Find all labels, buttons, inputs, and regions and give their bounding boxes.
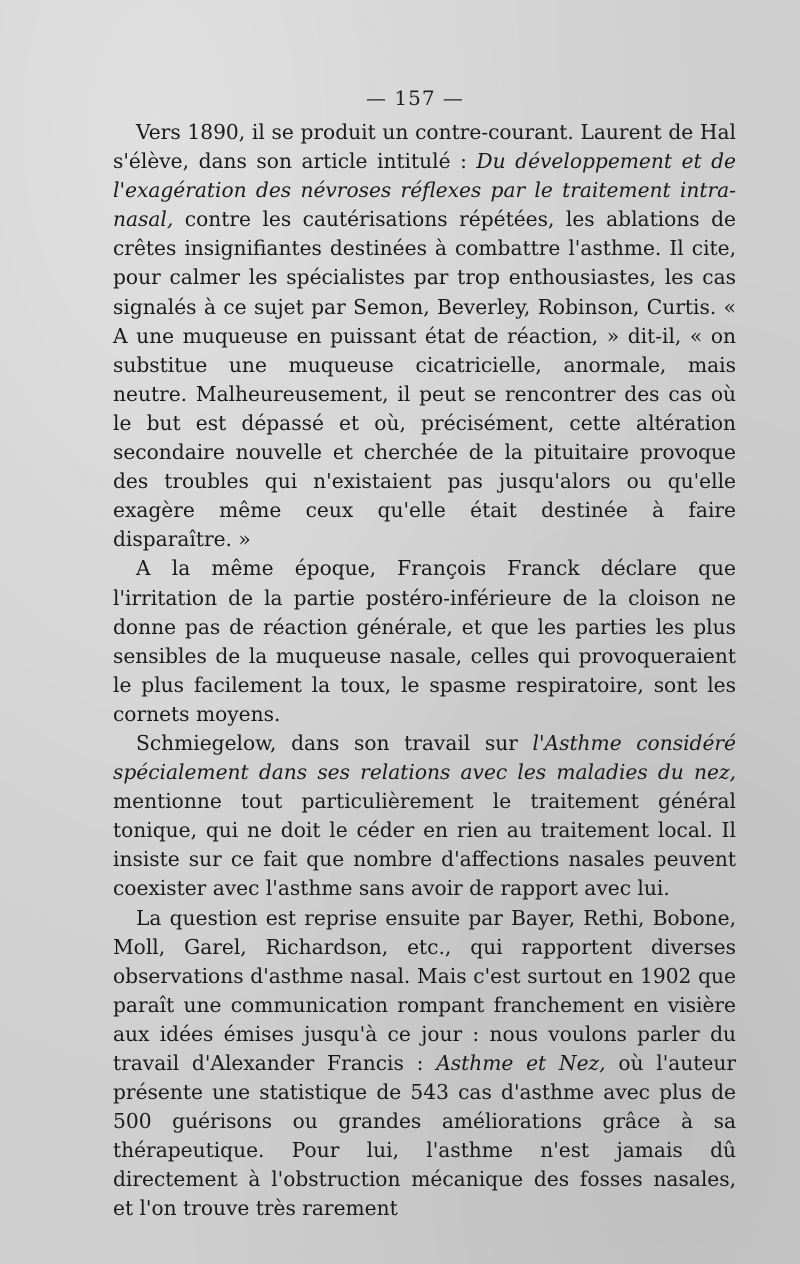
paragraph-1 xyxy=(113,118,736,554)
paragraph-3-text: Schmiegelow, dans son travail sur xyxy=(136,730,533,755)
paragraph-1-text: Vers 1890, il se produit un contre-courant. Laurent de Hal s'élève, dans son article intitulé : xyxy=(113,120,736,174)
page-number: — 157 — xyxy=(366,86,464,110)
work-title: l'Asthme considéré spécialement dans ses relations avec les maladies du nez, xyxy=(113,730,736,785)
paragraph-3-text-cont: mentionne tout particulièrement le traitement général tonique, qui ne doit le céder en rien au traitement local. Il insiste sur ce fait que nombre d'affections nasales peuvent coexister avec l'asthme sans avoir de rapport avec lui. xyxy=(113,789,736,901)
body-text xyxy=(113,118,736,1224)
book-title: Asthme et Nez, xyxy=(436,1051,606,1075)
paragraph-4-text-cont: où l'auteur présente une statistique de 543 cas d'asthme avec plus de 500 guérisons ou grandes améliorations grâce à sa thérapeutique. Pour lui, l'asthme n'est jamais dû directement à l'obstruction mécanique des fosses nasales, et l'on trouve très rarement xyxy=(113,1051,736,1221)
article-title: Du développement et de l'exagération des névroses réflexes par le traitement intra-nasal, xyxy=(113,149,736,232)
paragraph-1-text-cont: contre les cautérisations répétées, les ablations de crêtes insignifiantes destinées à combattre l'asthme. Il cite, pour calmer les spécialistes par trop enthousiastes, les cas signalés à ce sujet par Semon, Beverley, Robinson, Curtis. « A une muqueuse en puissant état de réaction, » dit-il, « on substitue une muqueuse cicatricielle, anormale, mais neutre. Malheureusement, il peut se rencontrer des cas où le but est dépassé et où, précisément, cette altération secondaire nouvelle et cherchée de la pituitaire provoque des troubles qui n'existaient pas jusqu'alors ou qu'elle exagère même ceux qu'elle était destinée à faire disparaître. » xyxy=(113,207,736,552)
paragraph-2-text: A la même époque, François Franck déclare que l'irritation de la partie postéro-inférieure de la cloison ne donne pas de réaction générale, et que les parties les plus sensibles de la muqueuse nasale, celles qui provoqueraient le plus facilement la toux, le spasme respiratoire, sont les cornets moyens. xyxy=(113,556,736,726)
paragraph-2 xyxy=(113,554,736,729)
paragraph-4 xyxy=(113,904,736,1224)
paragraph-4-text: La question est reprise ensuite par Bayer, Rethi, Bobone, Moll, Garel, Richardson, etc., qui rapportent diverses observations d'asthme nasal. Mais c'est surtout en 1902 que paraît une communication rompant franchement en visière aux idées émises jusqu'à ce jour : nous voulons parler du travail d'Alexander Francis : xyxy=(113,905,736,1075)
paragraph-3 xyxy=(113,729,736,904)
